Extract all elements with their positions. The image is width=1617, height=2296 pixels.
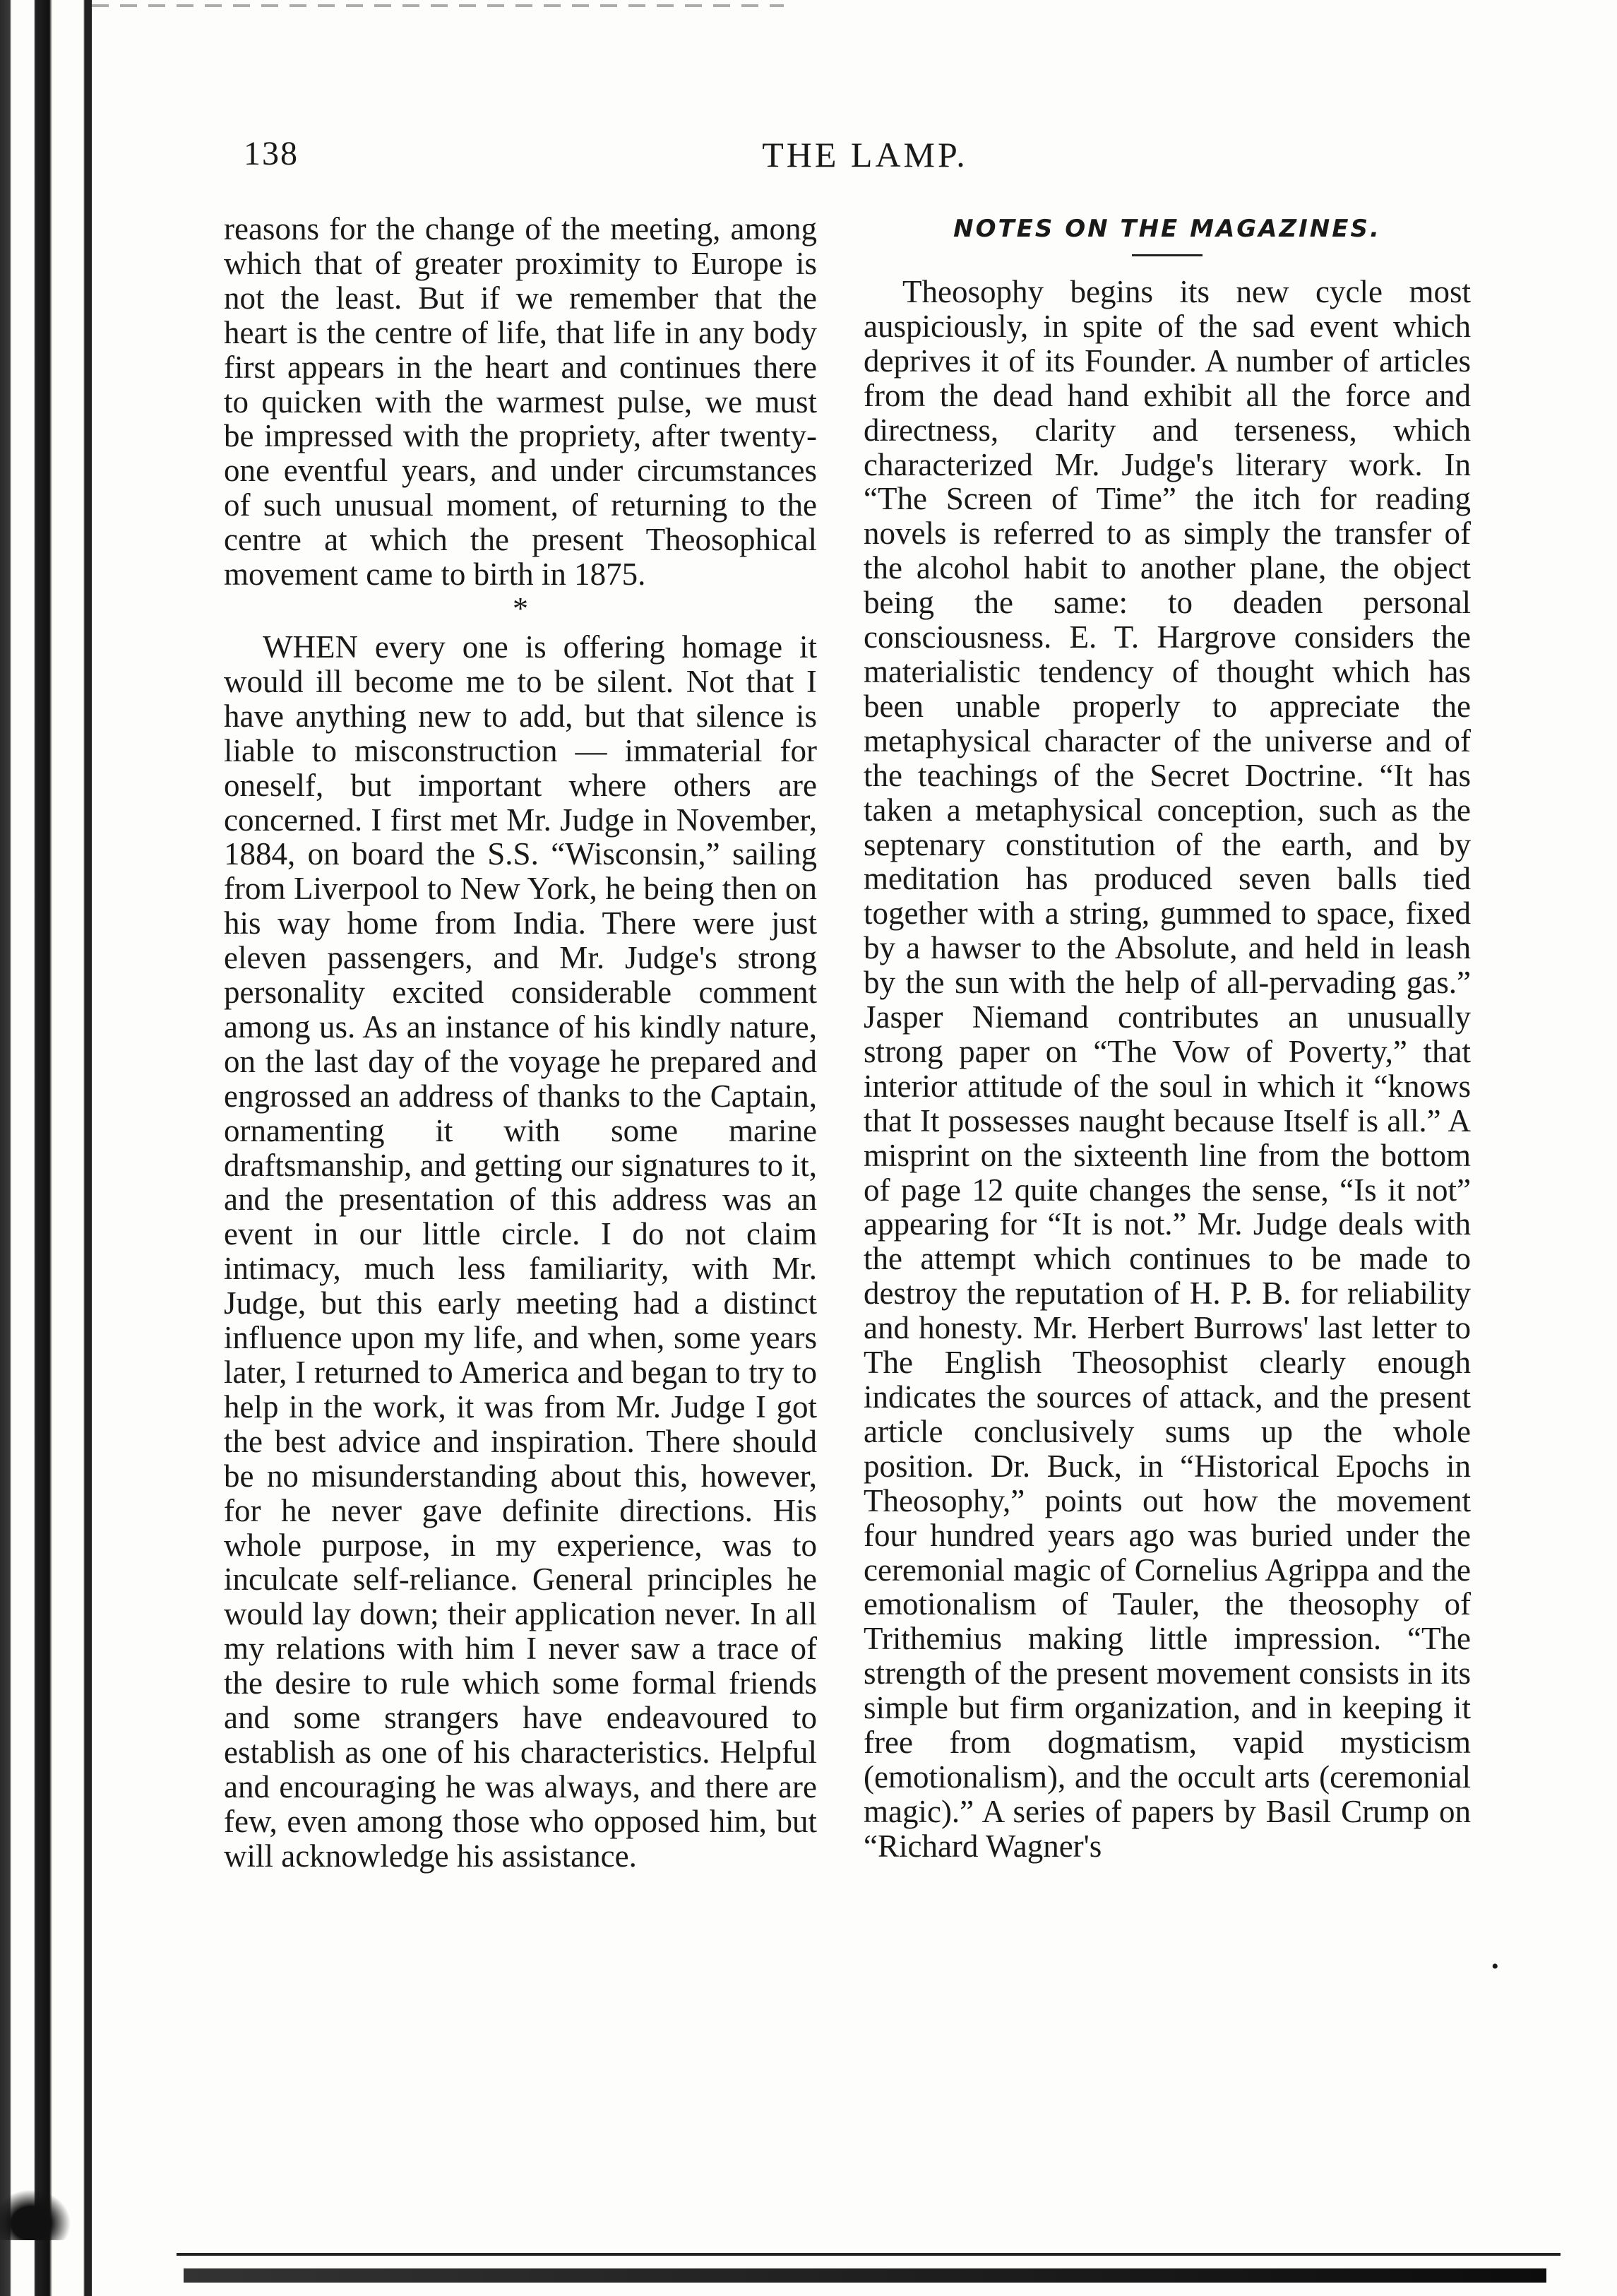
running-head (244, 134, 1486, 184)
left-paragraph-continued: reasons for the change of the meeting, among which that of greater proximity to Europe is not the least. But if we remember that the heart is the centre of life, that life in any body first appears in the heart and continues there to quicken with the warmest pulse, we must be impressed with the propriety, after twenty-one eventful years, and under circumstances of such unusual moment, of returning to the centre at which the present Theosophical movement came to birth in 1875. (224, 211, 817, 593)
bottom-rule-thin (177, 2253, 1561, 2256)
right-column (864, 212, 1471, 1864)
section-separator-asterisk: * (513, 590, 528, 626)
left-paragraph-judge-tribute: WHEN every one is offering homage it would ill become me to be silent. Not that I have anything new to add, but that silence is liable to misconstruction — immaterial for oneself, but important where others are concerned. I first met Mr. Judge in November, 1884, on board the S.S. “Wisconsin,” sailing from Liverpool to New York, he being then on his way home from India. There were just eleven passengers, and Mr. Judge's strong personality excited considerable comment among us. As an instance of his kindly nature, on the last day of the voyage he prepared and engrossed an address of thanks to the Captain, ornamenting it with some marine draftsmanship, and getting our signatures to it, and the presentation of this address was an event in our little circle. I do not claim intimacy, much less familiarity, with Mr. Judge, but this early meeting had a distinct influence upon my life, and when, some years later, I returned to America and began to try to help in the work, it was from Mr. Judge I got the best advice and inspiration. There should be no misunderstanding about this, however, for he never gave definite directions. His whole purpose, in my experience, was to inculcate self-reliance. General principles he would lay down; their application never. In all my relations with him I never saw a trace of the desire to rule which some formal friends and some strangers have endeavoured to establish as one of his characteristics. Helpful and encouraging he was always, and there are few, even among those who opposed him, but will acknowledge his assistance. (224, 629, 817, 1874)
heading-divider (1132, 254, 1203, 256)
margin-dot-mark: • (1491, 1955, 1499, 1978)
section-heading-notes-on-magazines: NOTES ON THE MAGAZINES. (953, 215, 1381, 243)
page-number: 138 (244, 135, 299, 172)
left-column (224, 212, 817, 1874)
scan-corner-smudge (0, 2184, 78, 2240)
journal-title: THE LAMP. (762, 135, 968, 174)
scan-binding-edge (0, 0, 92, 2296)
right-paragraph-theosophy-review: Theosophy begins its new cycle most auspiciously, in spite of the sad event which deprives it of its Founder. A number of articles from the dead hand exhibit all the force and directness, clarity and terseness, which characterized Mr. Judge's literary work. In “The Screen of Time” the itch for reading novels is referred to as simply the transfer of the alcohol habit to another plane, the object being the same: to deaden personal consciousness. E. T. Hargrove considers the materialistic tendency of thought which has been unable properly to appreciate the metaphysical character of the universe and of the teachings of the Secret Doctrine. “It has taken a metaphysical conception, such as the septenary constitution of the earth, and by meditation has produced seven balls tied together with a string, gummed to space, fixed by a hawser to the Absolute, and held in leash by the sun with the help of all-pervading gas.” Jasper Niemand contributes an unusually strong paper on “The Vow of Poverty,” that interior attitude of the soul in which it “knows that It possesses naught because Itself is all.” A misprint on the sixteenth line from the bottom of page 12 quite changes the sense, “Is it not” appearing for “It is not.” Mr. Judge deals with the attempt which continues to be made to destroy the reputation of H. P. B. for reliability and honesty. Mr. Herbert Burrows' last letter to The English Theosophist clearly enough indicates the sources of attack, and the present article conclusively sums up the whole position. Dr. Buck, in “Historical Epochs in Theosophy,” points out how the movement four hundred years ago was buried under the ceremonial magic of Cornelius Agrippa and the emotionalism of Tauler, the theosophy of Trithemius making little impression. “The strength of the present movement consists in its simple but firm organization, and in keeping it free from dogmatism, vapid mysticism (emotionalism), and the occult arts (ceremonial magic).” A series of papers by Basil Crump on “Richard Wagner's (864, 274, 1471, 1864)
scan-top-edge (92, 4, 784, 7)
bottom-rule-thick (184, 2268, 1546, 2283)
